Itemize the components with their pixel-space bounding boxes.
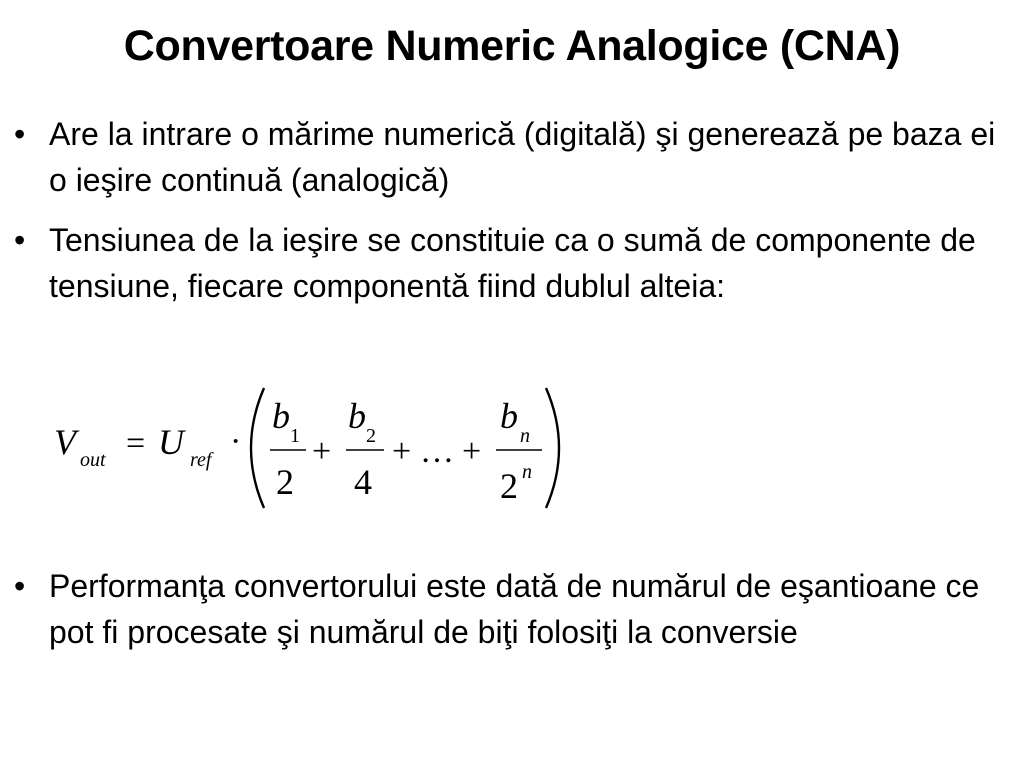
bullet-marker: •: [14, 568, 26, 604]
bullet-text: Are la intrare o mărime numerică (digitală) şi generează pe baza ei o ieşire continuă (analogică): [49, 116, 996, 198]
formula-plus: +: [392, 433, 412, 470]
formula-term1-numerator: b: [272, 396, 290, 436]
formula-termn-numerator: b: [500, 396, 518, 436]
formula-plus: +: [312, 433, 332, 470]
formula-multiply-dot: ·: [230, 423, 242, 460]
formula-term2-denominator: 4: [354, 462, 372, 502]
formula-right-paren: [546, 388, 559, 508]
formula-termn-denominator: 2: [500, 466, 518, 506]
formula-termn-superscript: n: [522, 461, 532, 483]
formula-term2-subscript: 2: [366, 425, 376, 447]
formula-term1-subscript: 1: [290, 425, 300, 447]
formula-ref-subscript: ref: [190, 449, 212, 471]
formula-lhs-symbol: V: [54, 422, 76, 462]
slide-title: Convertoare Numeric Analogice (CNA): [123, 22, 901, 70]
bullet-text: Performanţa convertorului este dată de numărul de eşantioane ce pot fi procesate şi numărul de biţi folosiţi la conversie: [49, 568, 980, 650]
formula-plus: +: [462, 433, 482, 470]
dac-output-formula: [40, 382, 580, 514]
bullet-marker: •: [14, 116, 26, 152]
formula-equals: =: [126, 425, 146, 462]
formula-left-paren: [251, 388, 264, 508]
formula-ref-symbol: U: [158, 422, 184, 462]
bullet-text: Tensiunea de la ieşire se constituie ca o sumă de componente de tensiune, fiecare componentă fiind dublul alteia:: [49, 222, 976, 304]
formula-term2-numerator: b: [348, 396, 366, 436]
formula-termn-subscript: n: [520, 425, 530, 447]
formula-lhs-subscript: out: [80, 449, 106, 471]
formula-ellipsis: …: [420, 433, 454, 470]
bullet-marker: •: [14, 222, 26, 258]
formula-term1-denominator: 2: [276, 462, 294, 502]
